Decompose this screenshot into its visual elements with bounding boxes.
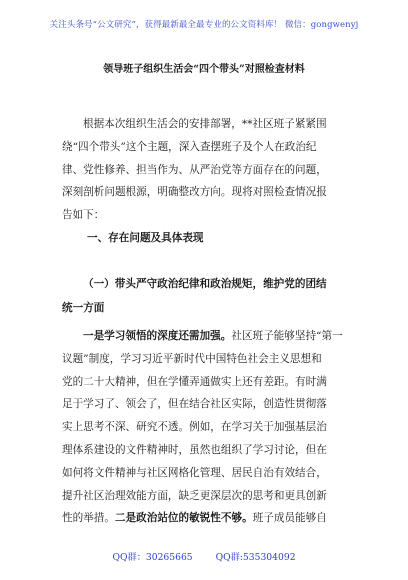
footer-qq-group-2: QQ群:535304092 (215, 552, 296, 563)
body-text: 社区班子能够坚持“第一 (231, 330, 343, 342)
body-line: 足于学习了、领会了，但在结合社区实际，创造性贯彻落 (62, 398, 327, 411)
intro-paragraph (62, 113, 354, 227)
footer-qq-group-1: QQ群：30265665 (112, 552, 193, 563)
section-heading-1: 一、存在问题及具体表现 (87, 232, 204, 244)
intro-line: 根据本次组织生活会的安排部署，**社区班子紧紧围 (83, 118, 327, 130)
point-two-lead: 二是政治站位的敏锐性不够。 (114, 512, 253, 525)
intro-line: 深刻剖析问题根源，明确整改方向。现将对照检查情况报 (62, 186, 327, 199)
body-paragraph (62, 325, 354, 530)
intro-line: 绕“四个带头”这个主题，深入查摆班子及个人在政治纪 (62, 140, 317, 153)
subsection-heading-line: 统一方面 (62, 302, 105, 314)
body-text: 性的举措。 (62, 512, 115, 525)
body-line (62, 325, 354, 348)
document-title: 领导班子组织生活会“四个带头”对照检查材料 (103, 64, 305, 75)
intro-line: 律、党性修养、担当作为、从严治党等方面存在的问题， (62, 163, 327, 176)
header-banner: 关注头条号“公文研究”，获得最新最全最专业的公文资料库！ 微信：gongwenyj (49, 20, 359, 30)
footer-contact (0, 549, 408, 563)
subsection-heading-line: （一）带头严守政治纪律和政治规矩，维护党的团结 (83, 278, 327, 290)
body-line: 党的二十大精神，但在学懂弄通做实上还有差距。有时满 (62, 375, 327, 388)
body-line: 实上思考不深、研究不透。例如，在学习关于加强基层治 (62, 421, 327, 434)
body-text: 班子成员能够自 (252, 512, 327, 525)
point-one-lead: 一是学习领悟的深度还需加强。 (83, 330, 232, 342)
body-line: 理体系建设的文件精神时，虽然也组织了学习讨论，但在 (62, 443, 327, 456)
body-line: 如何将文件精神与社区网格化管理、居民自治有效结合， (62, 466, 327, 479)
intro-line: 告如下： (62, 209, 105, 222)
body-line: 提升社区治理效能方面，缺乏更深层次的思考和更具创新 (62, 489, 327, 502)
subsection-heading (62, 272, 354, 320)
body-line (62, 507, 354, 530)
body-line: 议题”制度，学习习近平新时代中国特色社会主义思想和 (62, 352, 322, 365)
